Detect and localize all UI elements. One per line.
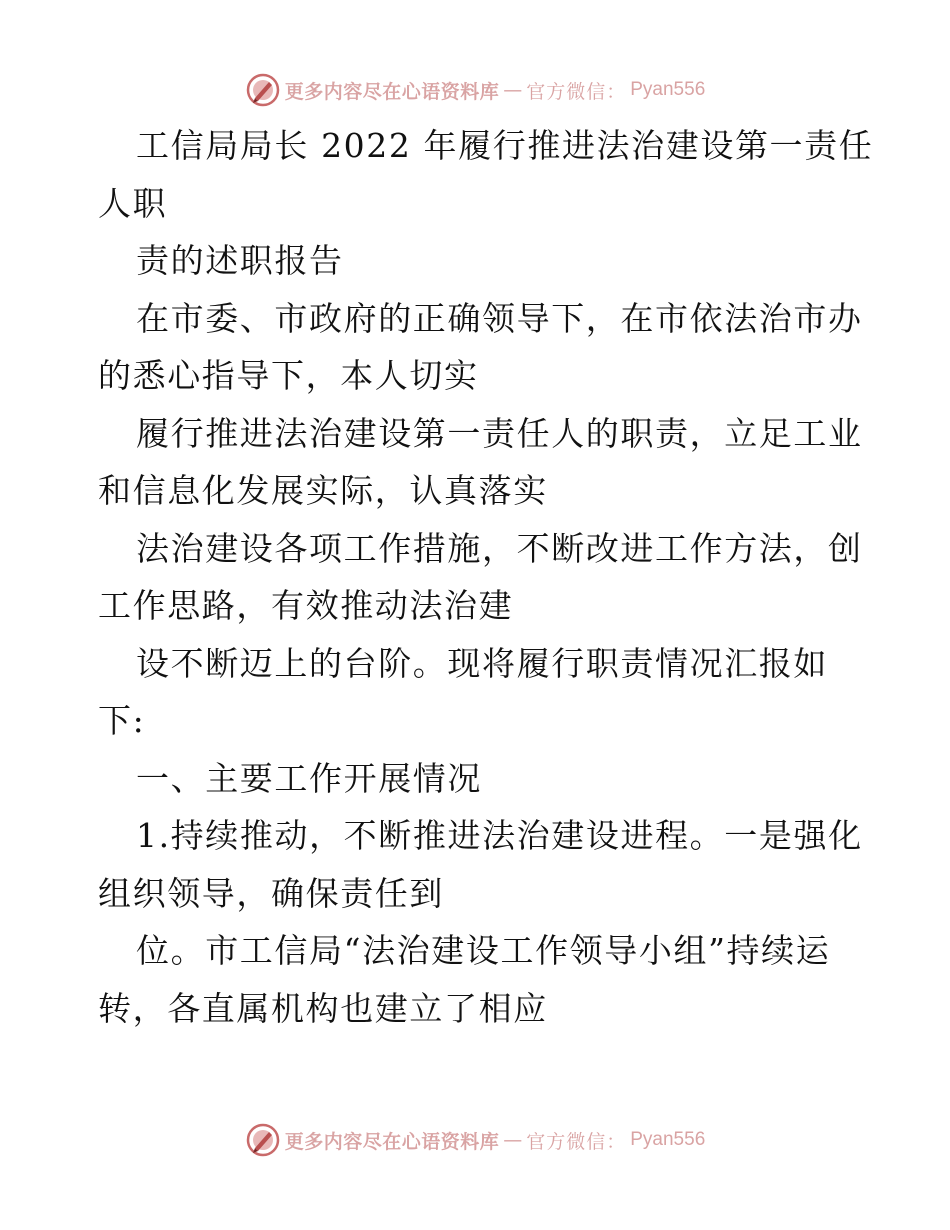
watermark-wechat-label: 官方微信： [526,1130,627,1153]
text-line: 履行推进法治建设第一责任人的职责，立足工业 [136,413,863,453]
text-line: 在市委、市政府的正确领导下，在市依法治市办 [136,298,863,338]
text-line: 1.持续推动，不断推进法治建设进程。一是强化 [136,816,863,855]
text-line: 下: [98,701,146,740]
watermark-main-text: 更多内容尽在心语资料库 [284,1130,500,1153]
text-line: 一、主要工作开展情况 [136,758,482,798]
text-line: 的悉心指导下，本人切实 [98,356,479,395]
pen-logo-icon [245,1122,281,1158]
watermark-wechat-id: Pyan556 [630,79,706,100]
text-line: 法治建设各项工作措施，不断改进工作方法，创 [136,528,863,568]
text-line: 工作思路，有效推动法治建 [98,586,514,625]
watermark-wechat-id: Pyan556 [630,1129,706,1150]
text-line: 责的述职报告 [136,241,344,280]
document-body [98,117,874,1037]
text-line: 人职 [98,183,168,223]
header-watermark [0,70,950,110]
text-line: 设不断迈上的台阶。现将履行职责情况汇报如 [136,643,828,683]
footer-watermark [0,1120,950,1160]
watermark-dash: — [503,79,523,101]
watermark-dash: — [503,1129,523,1151]
text-line: 工信局局长 2022 年履行推进法治建设第一责任 [136,126,874,165]
pen-logo-icon [245,72,281,108]
text-line: 组织领导，确保责任到 [98,873,444,913]
text-line: 位。市工信局“法治建设工作领导小组”持续运 [136,931,831,970]
text-line: 转，各直属机构也建立了相应 [98,988,548,1028]
text-line: 和信息化发展实际，认真落实 [98,471,548,510]
watermark-main-text: 更多内容尽在心语资料库 [284,80,500,103]
watermark-wechat-label: 官方微信： [526,80,627,103]
